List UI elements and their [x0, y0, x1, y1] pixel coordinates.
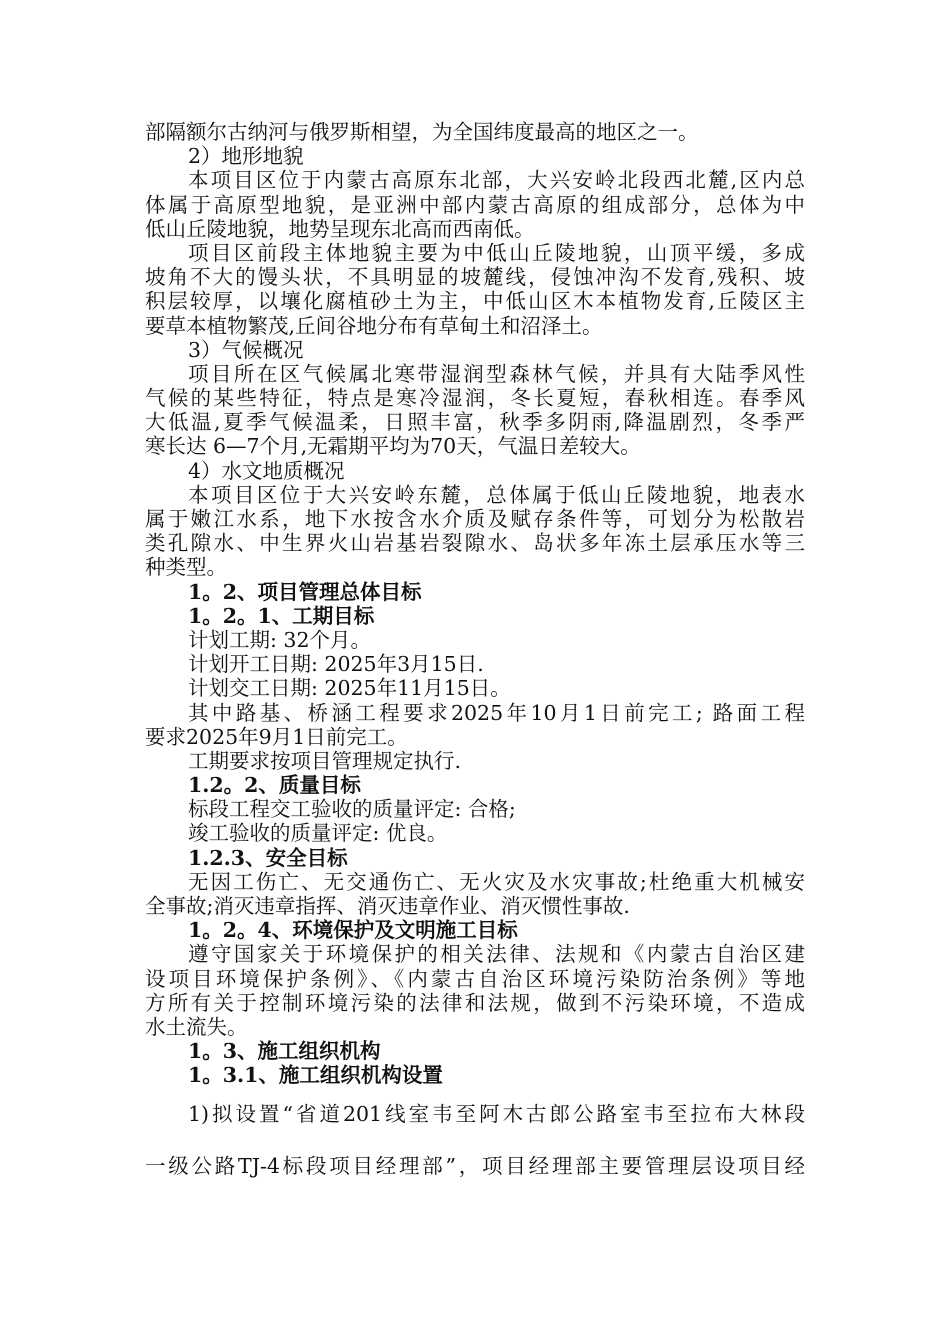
- text-line: 要求2025年9月1日前完工。: [145, 724, 408, 749]
- text-line: 属于嫩江水系，地下水按含水介质及赋存条件等，可划分为松散岩: [145, 507, 805, 531]
- text-line: 种类型。: [145, 555, 227, 580]
- section-heading: 1。3.1、施工组织机构设置: [188, 1063, 443, 1088]
- text-line: 部隔额尔古纳河与俄罗斯相望，为全国纬度最高的地区之一。: [145, 120, 699, 144]
- text-line: 项目所在区气候属北寒带湿润型森林气候，并具有大陆季风性: [188, 361, 805, 386]
- text-line: 本项目区位于大兴安岭东麓，总体属于低山丘陵地貌，地表水: [188, 482, 805, 507]
- text-line: 2）地形地貌: [188, 144, 304, 169]
- section-heading: 1。3、施工组织机构: [188, 1039, 381, 1064]
- section-heading: 1.2.3、安全目标: [188, 845, 348, 870]
- text-line: 体属于高原型地貌，是亚洲中部内蒙古高原的组成部分，总体为中: [145, 192, 805, 217]
- text-line: 气候的某些特征，特点是寒冷湿润，冬长夏短，春秋相连。春季风: [145, 386, 805, 411]
- text-line: 设项目环境保护条例》、《内蒙古自治区环境污染防治条例》等地: [145, 966, 805, 991]
- text-line: 类孔隙水、中生界火山岩基岩裂隙水、岛状多年冻土层承压水等三: [145, 531, 805, 556]
- section-heading: 1。2。1、工期目标: [188, 603, 375, 628]
- text-line: 坡角不大的馒头状，不具明显的坡麓线，侵蚀冲沟不发育,残积、坡: [145, 265, 805, 290]
- text-line: 计划开工日期: 2025年3月15日.: [188, 652, 484, 677]
- text-line: 其中路基、桥涵工程要求2025年10月1日前完工; 路面工程: [188, 700, 805, 725]
- text-line: 全事故;消灭违章指挥、消灭违章作业、消灭惯性事故.: [145, 894, 630, 918]
- text-line: 1)拟设置“省道201线室韦至阿木古郎公路室韦至拉布大林段: [188, 1101, 805, 1126]
- text-line: 积层较厚，以壤化腐植砂土为主，中低山区木本植物发育,丘陵区主: [145, 289, 805, 314]
- text-line: 标段工程交工验收的质量评定: 合格;: [188, 797, 516, 822]
- section-heading: 1.2。2、质量目标: [188, 773, 361, 798]
- text-line: 计划交工日期: 2025年11月15日。: [188, 676, 511, 701]
- text-line: 3）气候概况: [188, 337, 304, 362]
- text-line: 方所有关于控制环境污染的法律和法规，做到不污染环境，不造成: [145, 990, 805, 1015]
- section-heading: 1。2。4、环境保护及文明施工目标: [188, 918, 518, 943]
- section-heading: 1。2、项目管理总体目标: [188, 579, 422, 604]
- text-line: 计划工期: 32个月。: [188, 627, 372, 652]
- text-line: 遵守国家关于环境保护的相关法律、法规和《内蒙古自治区建: [188, 942, 805, 967]
- text-line: 本项目区位于内蒙古高原东北部，大兴安岭北段西北麓,区内总: [188, 168, 805, 193]
- text-line: 要草本植物繁茂,丘间谷地分布有草甸土和沼泽土。: [145, 313, 603, 338]
- text-line: 一级公路TJ-4标段项目经理部”，项目经理部主要管理层设项目经: [145, 1153, 805, 1178]
- text-line: 低山丘陵地貌，地势呈现东北高而西南低。: [145, 216, 535, 241]
- document-page: [145, 120, 805, 1192]
- text-line: 4）水文地质概况: [188, 458, 345, 483]
- text-line: 项目区前段主体地貌主要为中低山丘陵地貌，山顶平缓，多成: [188, 240, 805, 265]
- text-line: 大低温,夏季气候温柔，日照丰富，秋季多阴雨,降温剧烈，冬季严: [145, 410, 805, 435]
- text-line: 竣工验收的质量评定: 优良。: [188, 821, 448, 846]
- text-line: 水土流失。: [145, 1014, 248, 1039]
- text-line: 寒长达 6—7个月,无霜期平均为70天，气温日差较大。: [145, 434, 641, 459]
- text-line: 工期要求按项目管理规定执行.: [188, 748, 462, 773]
- text-line: 无因工伤亡、无交通伤亡、无火灾及水灾事故;杜绝重大机械安: [188, 869, 805, 894]
